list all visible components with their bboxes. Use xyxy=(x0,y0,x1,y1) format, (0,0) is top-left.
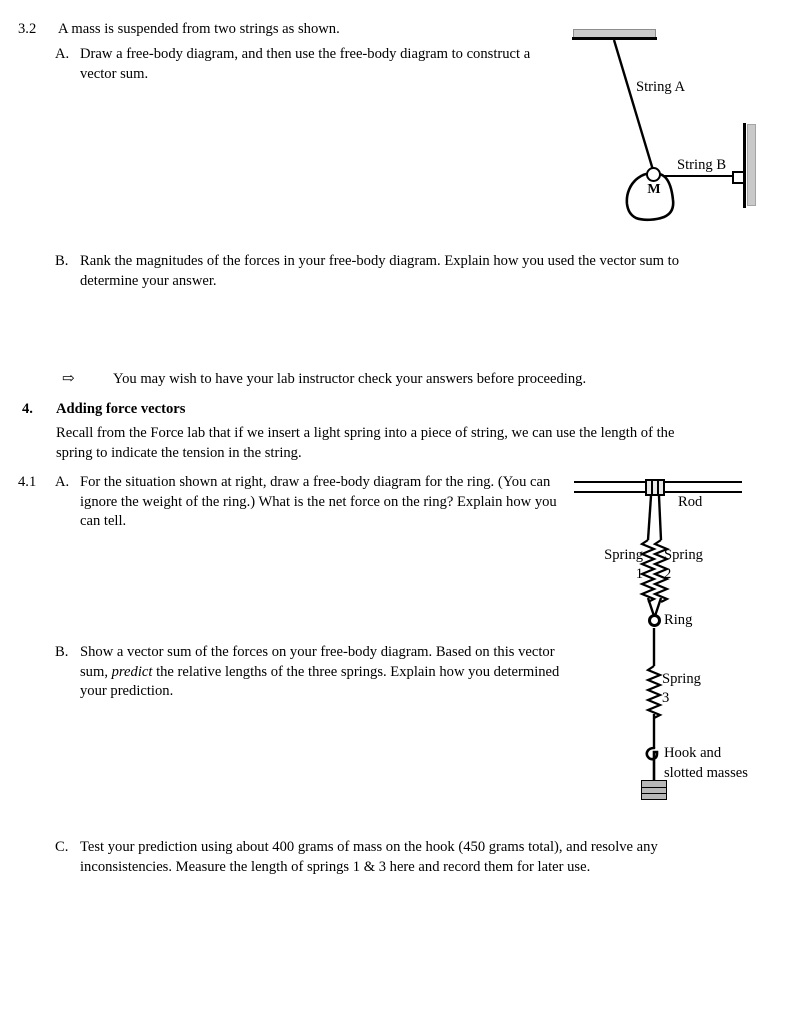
item-3-2-a-text: Draw a free-body diagram, and then use the free-body diagram to construct a vector sum. xyxy=(80,46,531,82)
label-hook-line1: Hook and xyxy=(664,745,722,761)
label-string-b: String B xyxy=(677,157,727,173)
section-4-heading: Adding force vectors xyxy=(56,401,186,417)
label-hook-and-masses xyxy=(664,744,748,783)
item-3-2-text: A mass is suspended from two strings as shown. xyxy=(58,21,340,37)
item-number-3-2: 3.2 xyxy=(18,21,37,37)
ring-element xyxy=(648,614,661,627)
label-hook-line2: slotted masses xyxy=(664,764,748,781)
item-3-2-a-label: A. xyxy=(55,46,70,62)
item-number-4-1: 4.1 xyxy=(18,474,37,490)
spring-1-coil xyxy=(642,540,654,602)
right-arrow-icon: ⇨ xyxy=(62,371,75,387)
item-4-1-a-text: For the situation shown at right, draw a free-body diagram for the ring. (You can ignore the weight of the ring.) What is the net force on the ring? Explain how you can tell. xyxy=(80,474,557,529)
label-rod: Rod xyxy=(678,494,703,510)
mass-body-svg xyxy=(560,18,788,218)
label-spring-2-line1: Spring xyxy=(664,547,703,563)
hook-shape xyxy=(647,748,657,780)
spring-3-coil xyxy=(648,666,660,718)
item-4-1-b-text-part2: the relative lengths of the three springs. Explain how you determined your prediction. xyxy=(80,663,560,699)
item-4-1-c-text: Test your prediction using about 400 grams of mass on the hook (450 grams total), and resolve any inconsistencies. Measure the length of springs 1 & 3 here and record them for later use. xyxy=(80,839,658,875)
label-string-a: String A xyxy=(636,79,686,95)
string-to-spring-1 xyxy=(648,496,651,540)
figure-mass-suspended-two-strings xyxy=(560,18,788,218)
rod-clamp-inner-line-2 xyxy=(657,481,659,494)
instructor-note-text: You may wish to have your lab instructor check your answers before proceeding. xyxy=(113,371,587,387)
label-spring-3-line1: Spring xyxy=(662,671,701,687)
label-spring-2-line2: 2 xyxy=(664,566,672,582)
label-spring-3 xyxy=(662,670,754,708)
item-4-1-b-text-part1: Show a vector sum of the forces on your free-body diagram. Based on this vector sum, xyxy=(80,644,555,680)
item-3-2-b-text: Rank the magnitudes of the forces in your free-body diagram. Explain how you used the vector sum to determine your answer. xyxy=(80,253,679,289)
item-4-1-b-label: B. xyxy=(55,644,69,660)
label-mass-m: M xyxy=(647,182,661,197)
item-4-1-c-label: C. xyxy=(55,839,69,855)
item-4-1-b-emphasis: predict xyxy=(111,663,153,680)
label-spring-2 xyxy=(664,546,754,584)
rod-clamp-inner-line-1 xyxy=(651,481,653,494)
item-3-2-b-label: B. xyxy=(55,253,69,269)
figure-springs-ring-apparatus xyxy=(560,470,788,810)
mass-attachment-ring xyxy=(646,167,661,182)
item-4-1-a-label: A. xyxy=(55,474,70,490)
label-spring-1-line1: Spring xyxy=(604,547,643,563)
item-4-1-b-text xyxy=(80,643,580,702)
label-spring-1-line2: 1 xyxy=(635,566,643,582)
label-spring-3-line2: 3 xyxy=(662,690,670,706)
section-4-body: Recall from the Force lab that if we insert a light spring into a piece of string, we can use the length of the spring to indicate the tension in the string. xyxy=(56,425,675,461)
section-4-number: 4. xyxy=(22,401,33,417)
string-to-spring-2 xyxy=(659,496,661,540)
rod-clamp-collar xyxy=(645,479,665,496)
label-spring-1 xyxy=(560,546,643,584)
slotted-masses-stack xyxy=(641,780,667,800)
slotted-mass-disc-3 xyxy=(641,793,667,800)
label-ring: Ring xyxy=(664,612,693,628)
